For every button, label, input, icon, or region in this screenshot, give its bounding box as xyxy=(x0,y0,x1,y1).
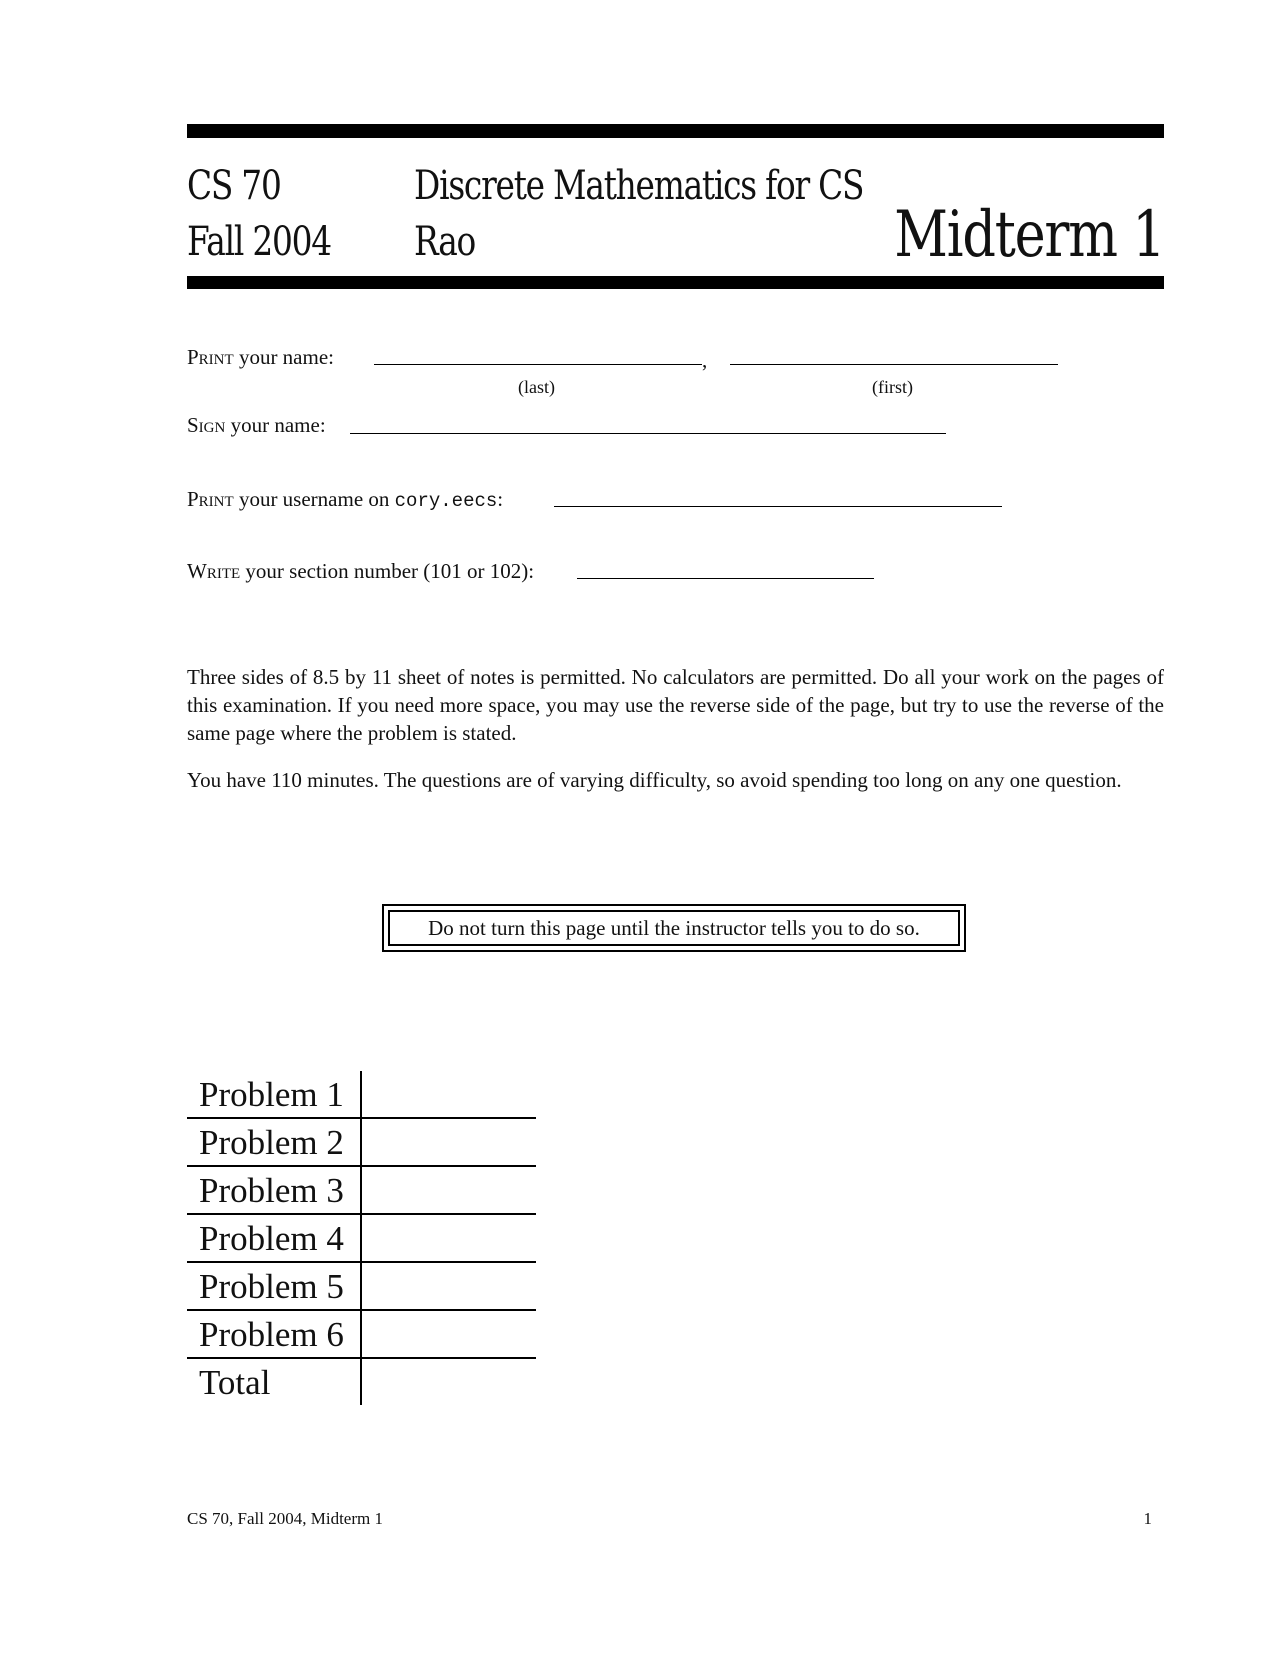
score-cell[interactable] xyxy=(361,1310,536,1358)
exam-title: Midterm 1 xyxy=(893,198,1164,272)
username-field[interactable] xyxy=(554,506,1002,507)
score-row-label: Problem 3 xyxy=(187,1166,361,1214)
score-table xyxy=(187,1071,536,1405)
score-cell[interactable] xyxy=(361,1358,536,1405)
score-cell[interactable] xyxy=(361,1262,536,1310)
score-cell[interactable] xyxy=(361,1118,536,1166)
instructions-paragraph-1: Three sides of 8.5 by 11 sheet of notes is permitted. No calculators are permitted. Do all your work on the pages of this examination. If you need more space, you may use the reverse side of the page, but try to use the reverse of the same page where the problem is stated. xyxy=(187,665,1164,745)
course-number: CS 70 xyxy=(187,163,281,209)
course-subject: Discrete Mathematics for CS xyxy=(414,163,864,209)
username-colon: : xyxy=(497,487,504,511)
notice-box xyxy=(382,904,966,952)
sign-prefix: Sign xyxy=(187,413,226,437)
username-label xyxy=(187,489,503,511)
score-row xyxy=(187,1118,536,1166)
score-row-label: Problem 5 xyxy=(187,1262,361,1310)
first-name-field[interactable] xyxy=(730,364,1058,365)
score-row-label: Problem 6 xyxy=(187,1310,361,1358)
score-cell[interactable] xyxy=(361,1071,536,1118)
score-row xyxy=(187,1262,536,1310)
print-name-label xyxy=(187,347,334,368)
name-comma: , xyxy=(702,348,708,372)
score-cell[interactable] xyxy=(361,1166,536,1214)
score-row xyxy=(187,1071,536,1118)
score-row-label: Problem 4 xyxy=(187,1214,361,1262)
instructor-name: Rao xyxy=(414,219,476,265)
page-number: 1 xyxy=(1143,1509,1152,1528)
print-name-prefix: Print xyxy=(187,345,234,369)
section-label xyxy=(187,561,534,582)
instructions-paragraph-2: You have 110 minutes. The questions are of varying difficulty, so avoid spending too long on any one question. xyxy=(187,768,1122,792)
last-name-field[interactable] xyxy=(374,364,702,365)
notice-text: Do not turn this page until the instructor tells you to do so. xyxy=(388,910,960,946)
header-bottom-rule xyxy=(187,276,1164,289)
section-number-field[interactable] xyxy=(577,578,874,579)
sign-text: your name: xyxy=(225,413,326,437)
header-top-rule xyxy=(187,124,1164,138)
section-text: your section number (101 or 102): xyxy=(240,559,535,583)
score-row xyxy=(187,1166,536,1214)
score-row-label: Total xyxy=(187,1358,361,1405)
first-name-caption: (first) xyxy=(872,377,913,397)
username-prefix: Print xyxy=(187,487,234,511)
section-prefix: Write xyxy=(187,559,241,583)
last-name-caption: (last) xyxy=(518,377,555,397)
term: Fall 2004 xyxy=(187,219,331,265)
score-row-label: Problem 2 xyxy=(187,1118,361,1166)
score-row-total xyxy=(187,1358,536,1405)
score-row xyxy=(187,1214,536,1262)
footer-left: CS 70, Fall 2004, Midterm 1 xyxy=(187,1509,383,1528)
signature-field[interactable] xyxy=(350,433,946,434)
score-row xyxy=(187,1310,536,1358)
username-host: cory.eecs xyxy=(394,490,498,512)
print-name-text: your name: xyxy=(233,345,334,369)
sign-name-label xyxy=(187,415,326,436)
score-row-label: Problem 1 xyxy=(187,1071,361,1118)
score-cell[interactable] xyxy=(361,1214,536,1262)
username-text: your username on xyxy=(233,487,395,511)
